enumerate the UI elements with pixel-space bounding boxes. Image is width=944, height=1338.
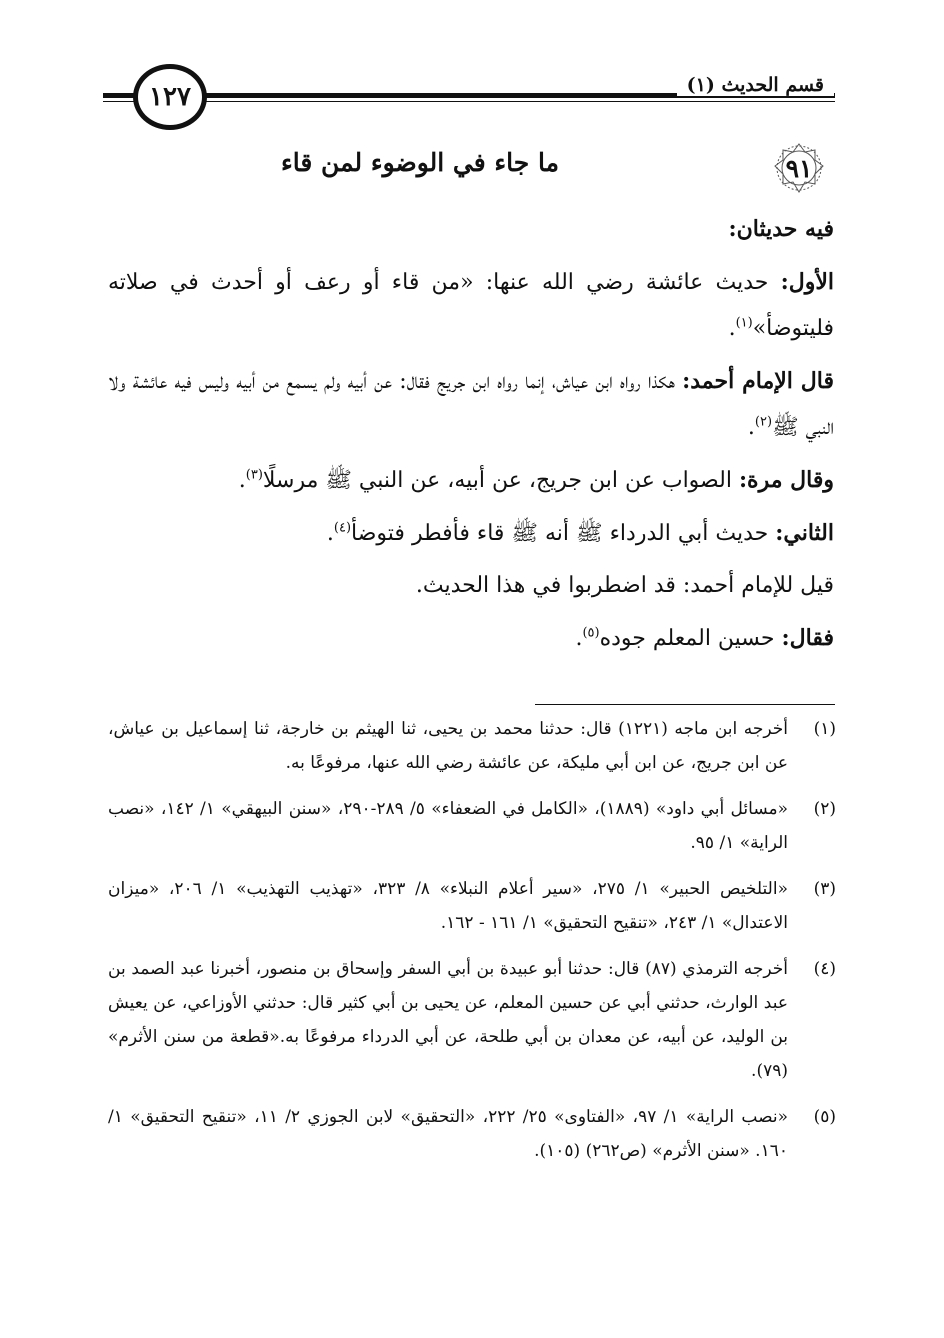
lead-term: وقال مرة: [738,467,834,493]
footnote-number: (٤) [813,959,836,979]
footnote-text: «نصب الراية» ١/ ٩٧، «الفتاوى» ٢٥/ ٢٢٢، «التحقيق» لابن الجوزي ٢/ ١١، «تنقيح التحقيق» ١/ ١٦٠. «سنن الأثرم» (ص٢٦٢) (١٠٥). [108,1107,788,1161]
punctuation: . [326,521,334,546]
footnote-text: «التلخيص الحبير» ١/ ٢٧٥، «سير أعلام النبلاء» ٨/ ٣٢٣، «تهذيب التهذيب» ١/ ٢٠٦، «ميزان الاعتدال» ١/ ٢٤٣، «تنقيح التحقيق» ١/ ١٦١ - ١٦٢. [108,879,788,933]
paragraph-text: حسين المعلم جوده [599,626,782,651]
paragraph-text: قيل للإمام أحمد: قد اضطربوا في هذا الحديث. [415,573,834,598]
footnote [108,792,836,860]
lead-term: الأول: [780,269,834,295]
footnote [108,712,836,780]
footnote [108,1100,836,1168]
lead-term: الثاني: [775,520,834,546]
footnote-text: أخرجه الترمذي (٨٧) قال: حدثنا أبو عبيدة بن أبي السفر وإسحاق بن منصور، أخبرنا عبد الصمد بن عبد الوارث، حدثني أبي عن حسين المعلم، عن يحيى بن أبي كثير قال: حدثني الأوزاعي، عن يعيش بن الوليد، عن أبيه، عن معدان بن أبي طلحة، عن أبي الدرداء مرفوعًا به.«قطعة من سنن الأثرم» (٧٩). [108,959,788,1081]
footnote [108,952,836,1088]
paragraph-text: الصواب عن ابن جريج، عن أبيه، عن النبي ﷺ مرسلًا [262,468,739,493]
paragraph [108,457,834,504]
footnote-text: «مسائل أبي داود» (١٨٨٩)، «الكامل في الضعفاء» ٥/ ٢٨٩-٢٩٠، «سنن البيهقي» ١/ ١٤٢، «نصب الراية» ١/ ٩٥. [108,799,789,853]
punctuation: . [747,415,755,440]
intro-text: فيه حديثان: [728,216,834,242]
paragraph [108,563,834,609]
footnote-text: أخرجه ابن ماجه (١٢٢١) قال: حدثنا محمد بن يحيى، ثنا الهيثم بن خارجة، ثنا إسماعيل بن عياش، عن ابن جريج، عن ابن أبي مليكة، عن عائشة رضي الله عنها، مرفوعًا به. [108,719,788,773]
main-text [108,206,834,668]
chapter-number: ٩١ [785,153,813,183]
chapter-title: ما جاء في الوضوء لمن قاء [281,148,559,177]
paragraph [108,358,834,451]
lead-term: قال الإمام أحمد: [682,368,834,394]
footnote [108,872,836,940]
footnote-ref[interactable]: (٥) [582,625,600,641]
footnote-ref[interactable]: (٤) [333,520,352,536]
footnote-number: (٣) [813,879,836,899]
punctuation: . [728,316,736,341]
footnote-separator [535,704,835,705]
footnote-ref[interactable]: (١) [735,315,753,331]
paragraph [108,206,834,253]
paragraph [108,510,834,557]
paragraph-text: هكذا رواه ابن عياش، إنما رواه ابن جريج فقال: عن أبيه ولم يسمع من أبيه وليس فيه عائشة ولا النبي ﷺ [108,369,834,440]
paragraph-text: حديث عائشة رضي الله عنها: «من قاء أو رعف أو أحدث في صلاته فليتوضأ» [108,270,834,341]
paragraph [108,259,834,352]
paragraph [108,615,834,662]
footnote-number: (٢) [813,799,836,819]
footnote-ref[interactable]: (٢) [754,414,773,430]
footnote-number: (١) [813,719,836,739]
chapter-badge [761,142,837,194]
punctuation: . [575,626,583,651]
footnotes [108,712,836,1180]
paragraph-text: حديث أبي الدرداء ﷺ أنه ﷺ قاء فأفطر فتوضأ [351,521,776,546]
running-title: قسم الحديث (١) [677,74,834,96]
footnote-number: (٥) [813,1107,836,1127]
header-rule-thin [103,101,835,102]
page-number-text: ١٢٧ [149,82,191,112]
punctuation: . [238,468,246,493]
page-number [133,64,207,130]
lead-term: فقال: [781,625,834,651]
footnote-ref[interactable]: (٣) [245,467,263,483]
